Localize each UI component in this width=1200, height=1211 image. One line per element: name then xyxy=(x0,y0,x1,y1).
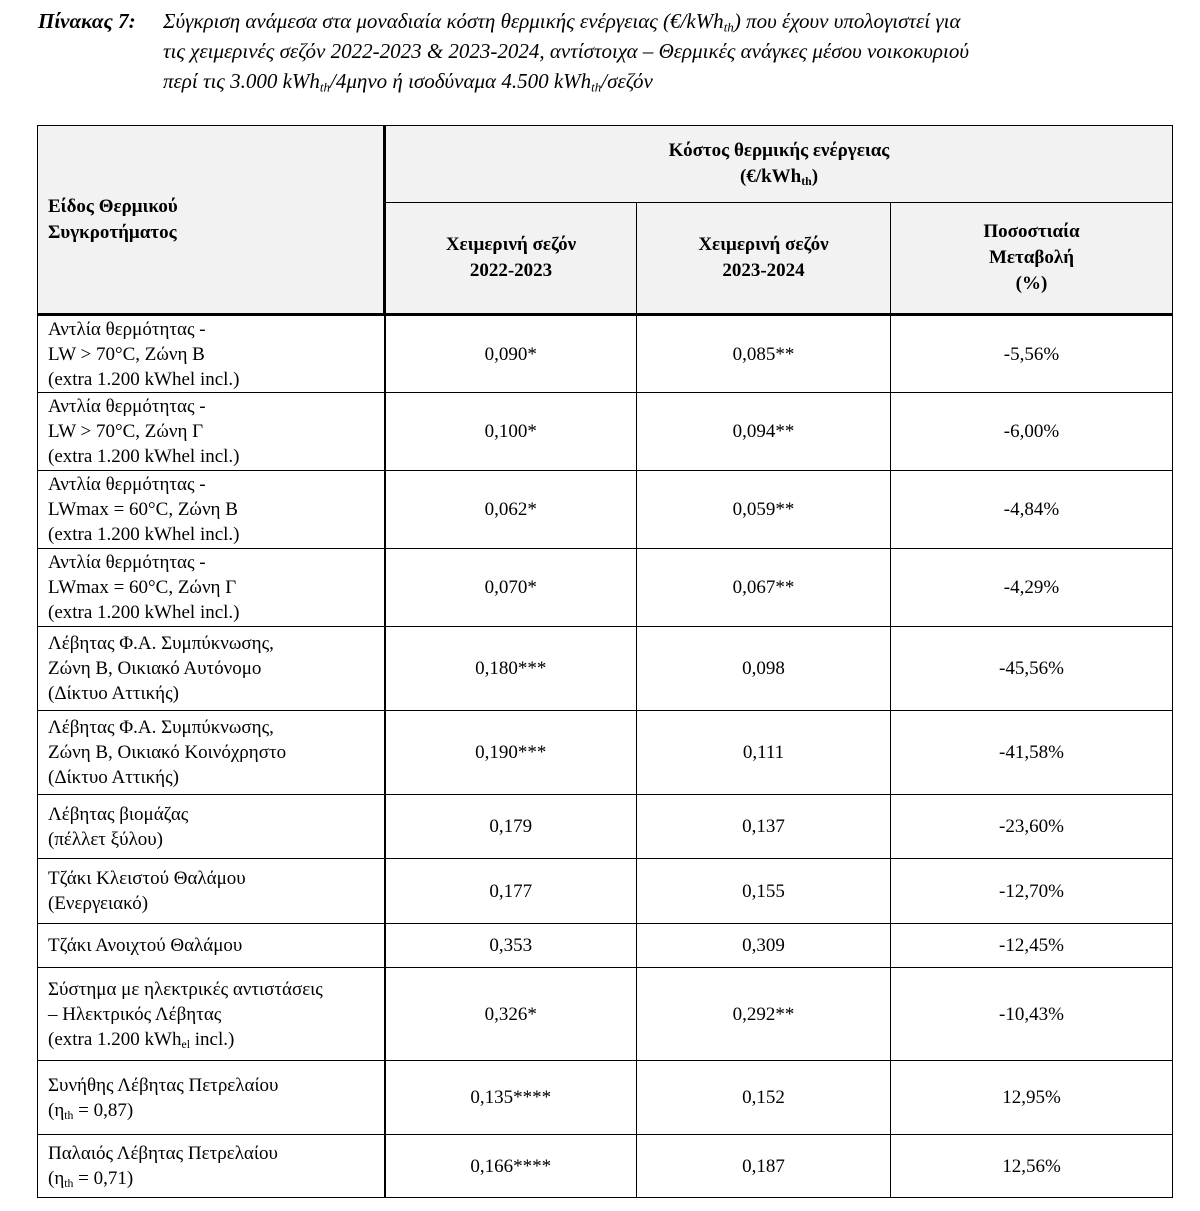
table-row xyxy=(38,711,1173,795)
row-cost-2022-2023: 0,166**** xyxy=(385,1135,637,1198)
header-thermal-cost: Κόστος θερμικής ενέργειας (€/kWh$_{th}$) xyxy=(385,126,1173,203)
row-percent-change: 12,56% xyxy=(891,1135,1173,1198)
row-cost-2022-2023: 0,190*** xyxy=(385,711,637,795)
row-system-type: Αντλία θερμότητας - LW > 70°C, Ζώνη Β (extra 1.200 kWhel incl.) xyxy=(38,315,385,393)
row-system-type: Παλαιός Λέβητας Πετρελαίου $(\eta_{th} = 0,71)$ xyxy=(38,1135,385,1198)
row-percent-change: -4,84% xyxy=(891,471,1173,549)
table-row xyxy=(38,859,1173,924)
row-cost-2023-2024: 0,094** xyxy=(637,393,891,471)
row-percent-change: -6,00% xyxy=(891,393,1173,471)
caption-line-2: τις χειμερινές σεζόν 2022-2023 & 2023-2024, αντίστοιχα – Θερμικές ανάγκες μέσου νοικοκυριού xyxy=(163,39,969,63)
row-system-type: Λέβητας Φ.Α. Συμπύκνωσης, Ζώνη Β, Οικιακό Κοινόχρηστο (Δίκτυο Αττικής) xyxy=(38,711,385,795)
row-cost-2022-2023: 0,135**** xyxy=(385,1061,637,1135)
row-cost-2023-2024: 0,137 xyxy=(637,795,891,859)
row-cost-2023-2024: 0,059** xyxy=(637,471,891,549)
row-system-type: Αντλία θερμότητας - LW > 70°C, Ζώνη Γ (extra 1.200 kWhel incl.) xyxy=(38,393,385,471)
caption-line-1: Σύγκριση ανάμεσα στα μοναδιαία κόστη θερμικής ενέργειας (€/kWh$_{th}$) που έχουν υπολογιστεί για xyxy=(163,9,961,35)
header-system-type: Είδος Θερμικού Συγκροτήματος xyxy=(38,126,385,315)
row-cost-2023-2024: 0,111 xyxy=(637,711,891,795)
row-system-type: Σύστημα με ηλεκτρικές αντιστάσεις – Ηλεκτρικός Λέβητας (extra 1.200 kWh$_{el}$ incl.) xyxy=(38,968,385,1061)
row-cost-2023-2024: 0,085** xyxy=(637,315,891,393)
table-row xyxy=(38,795,1173,859)
row-system-type: Λέβητας βιομάζας (πέλλετ ξύλου) xyxy=(38,795,385,859)
row-system-type: Τζάκι Κλειστού Θαλάμου (Ενεργειακό) xyxy=(38,859,385,924)
row-cost-2022-2023: 0,070* xyxy=(385,549,637,627)
row-cost-2023-2024: 0,152 xyxy=(637,1061,891,1135)
row-percent-change: -41,58% xyxy=(891,711,1173,795)
row-cost-2022-2023: 0,090* xyxy=(385,315,637,393)
row-cost-2022-2023: 0,062* xyxy=(385,471,637,549)
table-row xyxy=(38,549,1173,627)
caption-text xyxy=(163,6,1178,96)
header-season-2023-2024: Χειμερινή σεζόν 2023-2024 xyxy=(637,203,891,315)
row-percent-change: -4,29% xyxy=(891,549,1173,627)
table-row xyxy=(38,627,1173,711)
row-percent-change: -23,60% xyxy=(891,795,1173,859)
row-cost-2022-2023: 0,100* xyxy=(385,393,637,471)
row-percent-change: -45,56% xyxy=(891,627,1173,711)
row-percent-change: -12,45% xyxy=(891,924,1173,968)
row-cost-2022-2023: 0,177 xyxy=(385,859,637,924)
table-row xyxy=(38,924,1173,968)
row-percent-change: -5,56% xyxy=(891,315,1173,393)
row-cost-2023-2024: 0,155 xyxy=(637,859,891,924)
table-row xyxy=(38,471,1173,549)
row-system-type: Συνήθης Λέβητας Πετρελαίου $(\eta_{th} = 0,87)$ xyxy=(38,1061,385,1135)
caption-label: Πίνακας 7: xyxy=(38,9,136,33)
row-percent-change: -12,70% xyxy=(891,859,1173,924)
table-row xyxy=(38,1135,1173,1198)
row-cost-2023-2024: 0,292** xyxy=(637,968,891,1061)
row-system-type: Λέβητας Φ.Α. Συμπύκνωσης, Ζώνη Β, Οικιακό Αυτόνομο (Δίκτυο Αττικής) xyxy=(38,627,385,711)
table-row xyxy=(38,1061,1173,1135)
row-system-type: Αντλία θερμότητας - LWmax = 60°C, Ζώνη Γ (extra 1.200 kWhel incl.) xyxy=(38,549,385,627)
caption-line-3: περί τις 3.000 kWh$_{th}$/4μηνο ή ισοδύναμα 4.500 kWh$_{th}$/σεζόν xyxy=(163,69,653,95)
table-row xyxy=(38,393,1173,471)
row-percent-change: 12,95% xyxy=(891,1061,1173,1135)
row-system-type: Αντλία θερμότητας - LWmax = 60°C, Ζώνη Β (extra 1.200 kWhel incl.) xyxy=(38,471,385,549)
header-percent-change: Ποσοστιαία Μεταβολή (%) xyxy=(891,203,1173,315)
row-cost-2022-2023: 0,180*** xyxy=(385,627,637,711)
row-cost-2022-2023: 0,353 xyxy=(385,924,637,968)
thermal-cost-table xyxy=(37,125,1173,1198)
table-row xyxy=(38,968,1173,1061)
row-cost-2023-2024: 0,098 xyxy=(637,627,891,711)
table-caption xyxy=(38,6,1178,96)
row-system-type: Τζάκι Ανοιχτού Θαλάμου xyxy=(38,924,385,968)
table-row xyxy=(38,315,1173,393)
row-cost-2023-2024: 0,187 xyxy=(637,1135,891,1198)
row-cost-2023-2024: 0,309 xyxy=(637,924,891,968)
row-percent-change: -10,43% xyxy=(891,968,1173,1061)
row-cost-2022-2023: 0,326* xyxy=(385,968,637,1061)
row-cost-2022-2023: 0,179 xyxy=(385,795,637,859)
row-cost-2023-2024: 0,067** xyxy=(637,549,891,627)
header-season-2022-2023: Χειμερινή σεζόν 2022-2023 xyxy=(385,203,637,315)
